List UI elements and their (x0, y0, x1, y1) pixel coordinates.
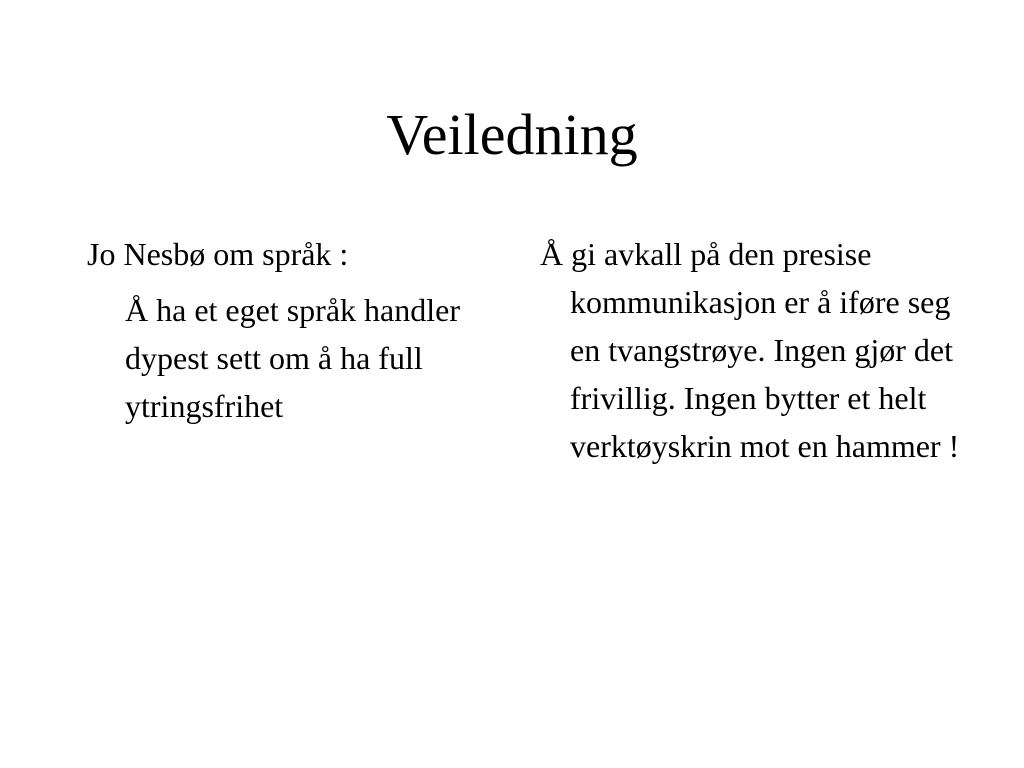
slide-title: Veiledning (386, 102, 638, 167)
left-quote: Å ha et eget språk handler dypest sett om å ha full ytringsfrihet (125, 292, 460, 424)
right-text: Å gi avkall på den presise kommunikasjon er å iføre seg en tvangstrøye. Ingen gjør det frivillig. Ingen bytter et helt verktøyskrin mot en hammer ! (540, 236, 960, 464)
right-column (540, 230, 960, 470)
left-column (87, 230, 507, 430)
left-heading: Jo Nesbø om språk : (87, 236, 349, 272)
